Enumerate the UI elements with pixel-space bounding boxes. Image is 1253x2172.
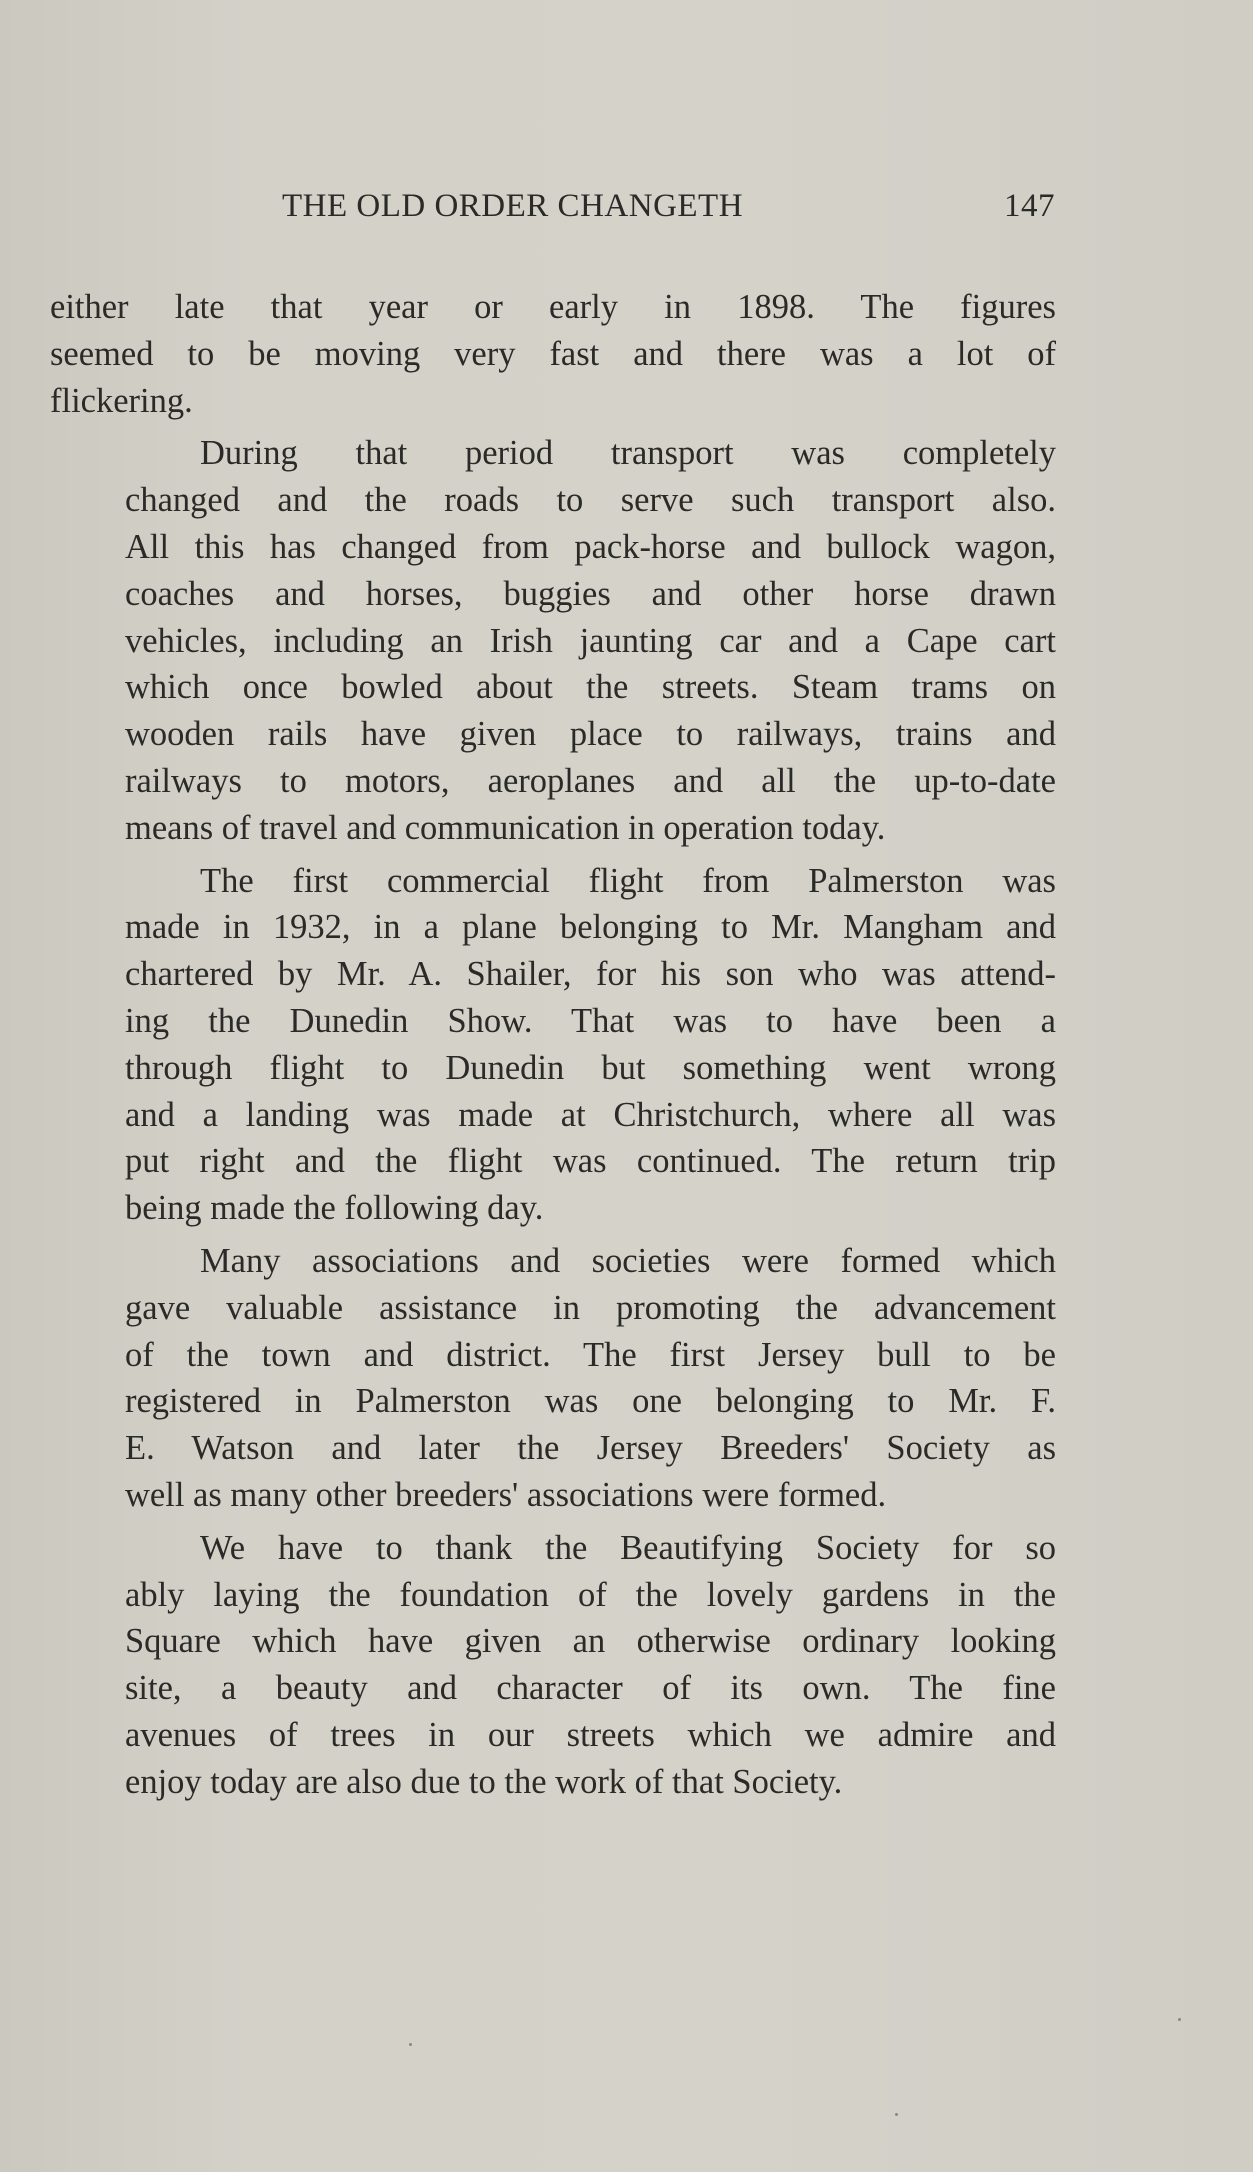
text-line: coaches and horses, buggies and other horse drawn [125,574,1056,613]
text-line: wooden rails have given place to railways, trains and [125,715,1056,754]
text-line: site, a beauty and character of its own. The fine [125,1669,1056,1708]
text-line: flickering. [50,381,193,420]
paragraph-1 [50,284,1056,424]
paper-speck [895,2113,898,2116]
text-line: The first commercial flight from Palmerston was [200,861,1056,900]
paper-speck [409,2043,412,2046]
text-line: put right and the flight was continued. The return trip [125,1142,1056,1181]
text-line: enjoy today are also due to the work of that Society. [125,1762,843,1801]
text-line: of the town and district. The first Jersey bull to be [125,1335,1056,1374]
text-line: which once bowled about the streets. Steam trams on [125,668,1056,707]
running-title: THE OLD ORDER CHANGETH [282,188,744,224]
text-line: changed and the roads to serve such transport also. [125,481,1056,520]
text-line: ing the Dunedin Show. That was to have been a [125,1001,1056,1040]
text-line: Square which have given an otherwise ordinary looking [125,1622,1056,1661]
text-line: through flight to Dunedin but something went wrong [125,1048,1056,1087]
text-line: E. Watson and later the Jersey Breeders' Society as [125,1429,1056,1468]
text-line: We have to thank the Beautifying Society for so [200,1528,1056,1567]
text-line: All this has changed from pack-horse and bullock wagon, [125,527,1056,566]
paragraph-2 [50,430,1056,851]
text-line: ably laying the foundation of the lovely gardens in the [125,1575,1056,1614]
page-number: 147 [1004,188,1055,224]
text-line: and a landing was made at Christchurch, where all was [125,1095,1056,1134]
text-line: either late that year or early in 1898. The figures [50,288,1056,326]
body-text [50,284,1056,1812]
running-head [282,188,1055,236]
paragraph-4 [50,1238,1056,1519]
text-line: avenues of trees in our streets which we admire and [125,1715,1056,1754]
text-line: vehicles, including an Irish jaunting car and a Cape cart [125,621,1056,660]
text-line: chartered by Mr. A. Shailer, for his son who was attend- [125,955,1056,994]
text-line: registered in Palmerston was one belonging to Mr. F. [125,1382,1056,1421]
text-line: Many associations and societies were formed which [200,1241,1056,1280]
text-line: During that period transport was completely [200,434,1056,473]
text-line: means of travel and communication in operation today. [125,808,886,847]
paper-speck [1178,2018,1181,2021]
text-line: well as many other breeders' associations were formed. [125,1475,887,1514]
paragraph-3 [50,858,1056,1232]
paragraph-5 [50,1525,1056,1806]
text-line: seemed to be moving very fast and there was a lot of [50,334,1056,373]
text-line: being made the following day. [125,1189,544,1228]
text-line: railways to motors, aeroplanes and all the up-to-date [125,761,1056,800]
text-line: gave valuable assistance in promoting the advancement [125,1288,1056,1327]
text-line: made in 1932, in a plane belonging to Mr. Mangham and [125,908,1056,947]
